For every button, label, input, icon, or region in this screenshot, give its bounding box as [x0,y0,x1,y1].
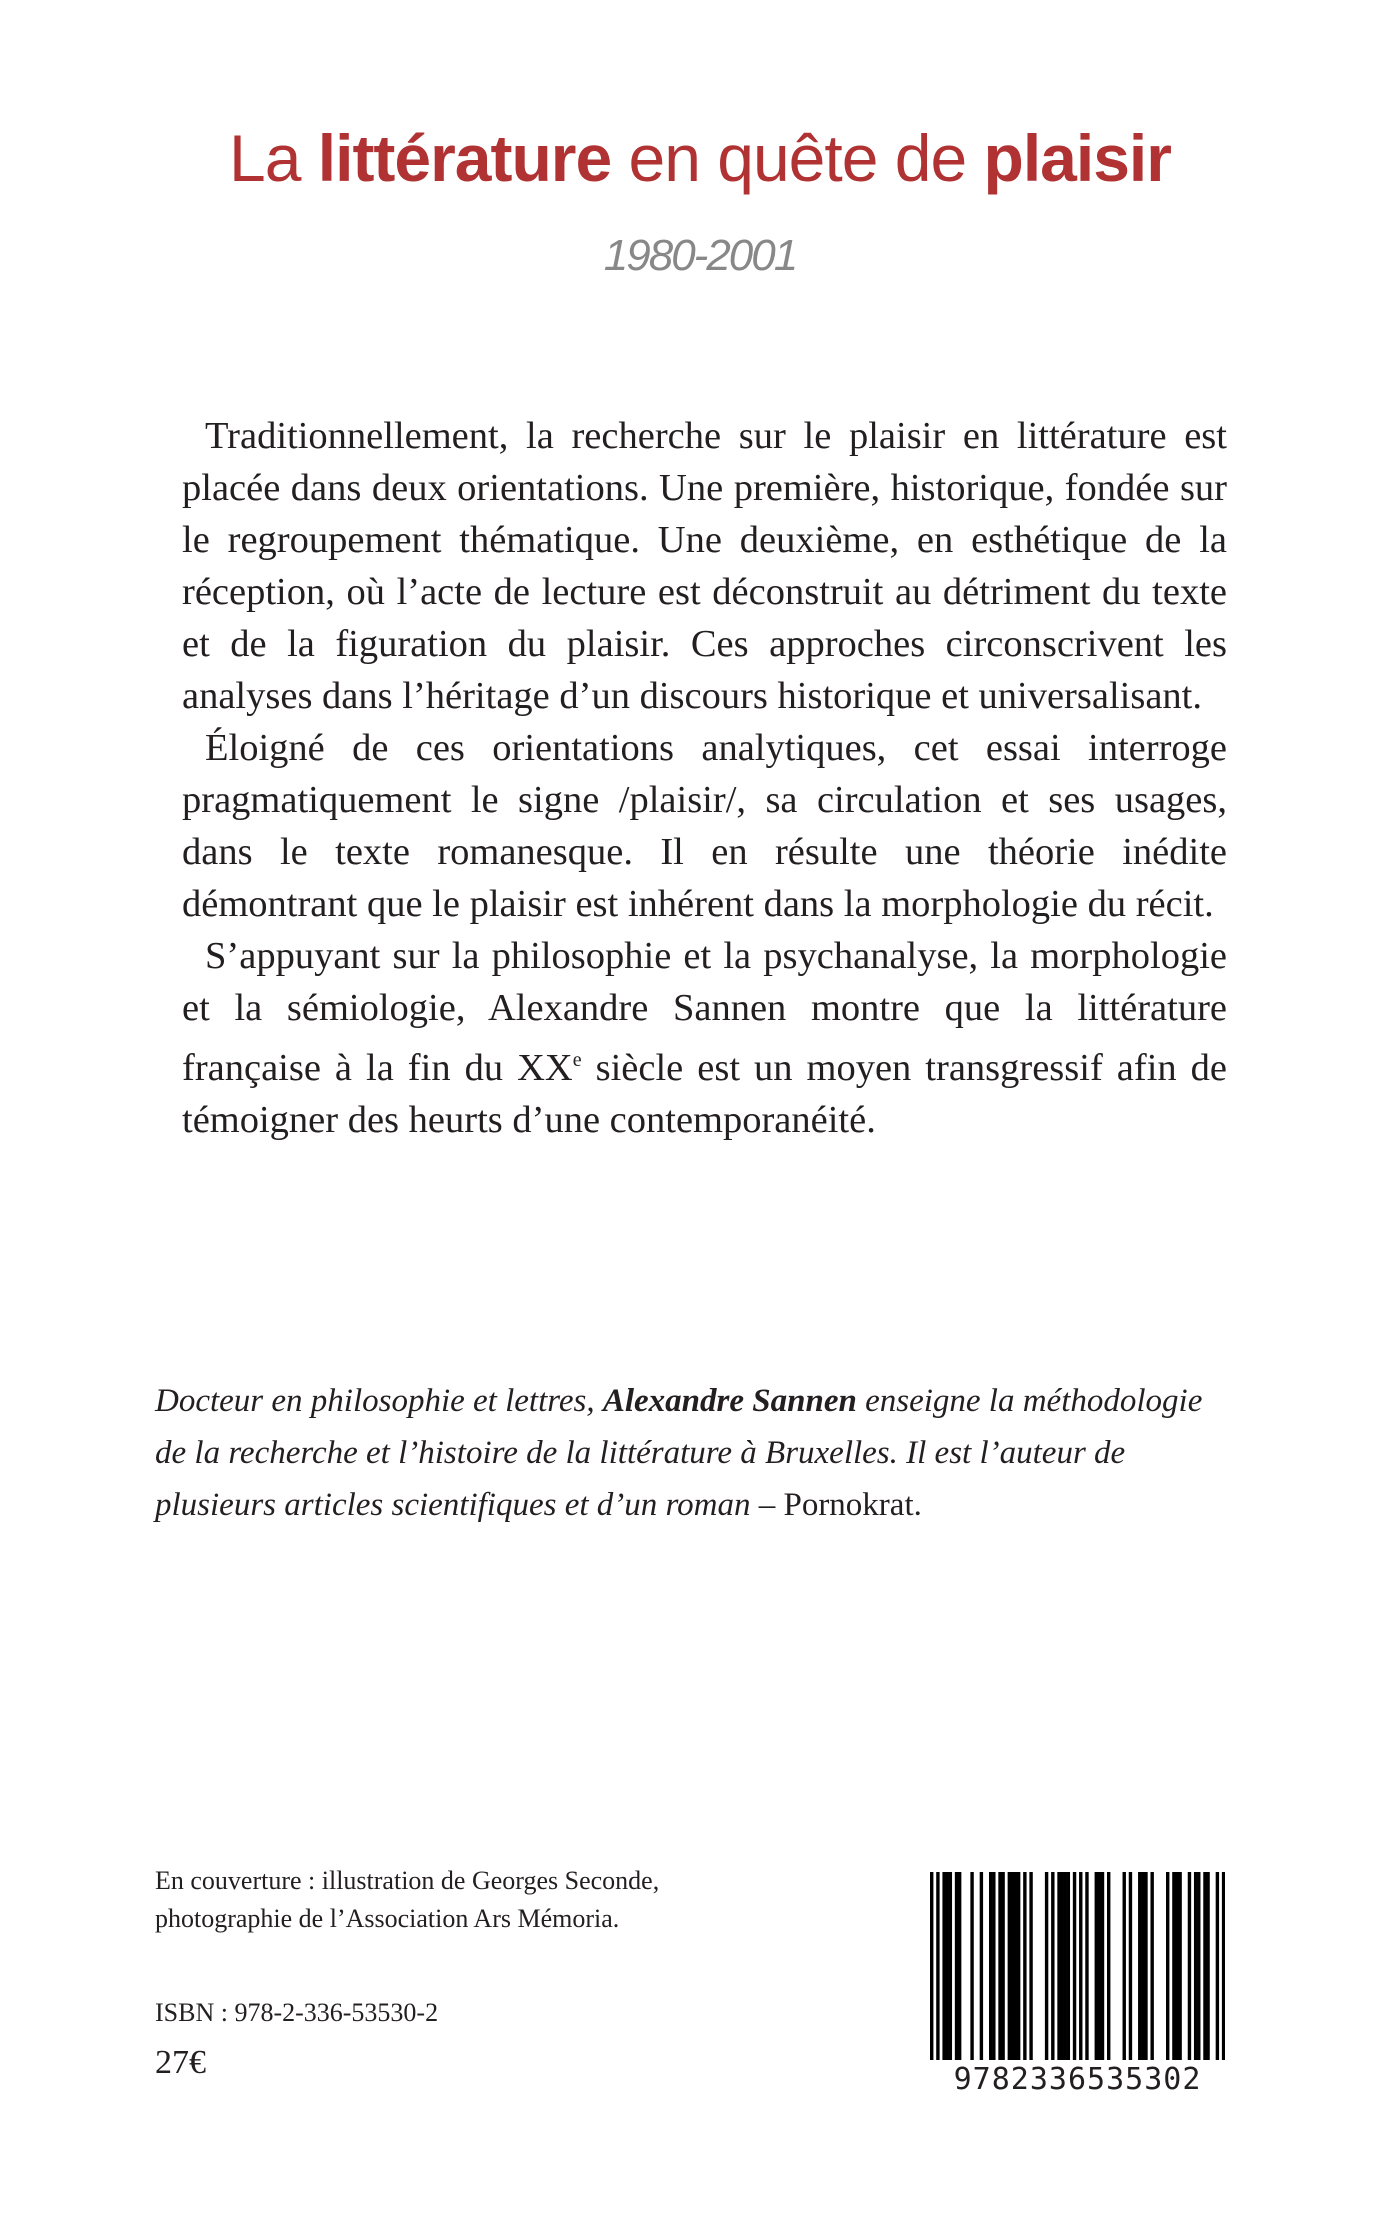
barcode-bar [955,1872,958,2060]
barcode-bar [980,1872,983,2060]
barcode-bar [958,1872,961,2060]
title-years: 1980-2001 [603,231,797,280]
barcode-bar [1129,1872,1132,2060]
price: 27€ [155,2044,206,2081]
bio-intro: Docteur en philosophie et lettres, [155,1383,603,1419]
barcode-bar [1029,1872,1032,2060]
barcode-digits: 9782336535302 [953,2062,1202,2097]
barcode-bar [1107,1872,1110,2060]
barcode-bar [1197,1872,1200,2060]
barcode-bar [1188,1872,1191,2060]
bio-author-name: Alexandre Sannen [602,1383,857,1419]
summary-paragraph-3-end: siècle est un moyen transgressif afin de témoigner des heurts d’une contemporanéité. [182,1046,1227,1141]
barcode-bar [992,1872,995,2060]
barcode-bar [1216,1872,1219,2060]
barcode-bar [946,1872,949,2060]
credits-line-1: En couverture : illustration de Georges Seconde, [155,1866,660,1895]
barcode-bar [1095,1872,1098,2060]
barcode-bar [1206,1872,1209,2060]
barcode-bars [930,1872,1225,2062]
barcode-bar [1194,1872,1197,2060]
summary-text [182,410,1227,1146]
barcode-bar [1144,1872,1147,2060]
barcode-bar [989,1872,992,2060]
barcode-bar [1138,1872,1141,2060]
barcode-bar [936,1872,939,2060]
barcode-bar [949,1872,952,2060]
title-part-en-quete-de: en quête de [611,121,984,195]
barcode-bar [1178,1872,1181,2060]
barcode-bar [1017,1872,1020,2060]
isbn: ISBN : 978-2-336-53530-2 [155,1998,439,2027]
barcode-bar [942,1872,945,2060]
barcode-bar [1060,1872,1063,2060]
barcode [930,1872,1225,2104]
barcode-bar [1101,1872,1104,2060]
barcode-bar [1123,1872,1126,2060]
title-part-la: La [229,121,318,195]
book-title [0,118,1400,198]
barcode-bar [1008,1872,1011,2060]
summary-paragraph-3 [182,930,1227,1146]
bio-rest: enseigne la méthodologie de la recherche et l’histoire de la littérature à Bruxelles. Il est l’auteur de plusieurs articles scientifiques et d’un roman [155,1383,1203,1523]
bio-novel-title: Pornokrat. [783,1487,922,1523]
barcode-bar [1098,1872,1101,2060]
barcode-bar [1166,1872,1169,2060]
barcode-bar [1203,1872,1206,2060]
barcode-bar [1014,1872,1017,2060]
barcode-bar [1057,1872,1060,2060]
author-bio [155,1375,1230,1531]
barcode-bar [930,1872,933,2060]
title-part-litterature: littérature [317,121,612,195]
barcode-bar [998,1872,1001,2060]
barcode-bar [1011,1872,1014,2060]
barcode-bar [1150,1872,1153,2060]
barcode-bar [1073,1872,1076,2060]
barcode-bar [1023,1872,1026,2060]
barcode-bar [1045,1872,1048,2060]
barcode-bar [1172,1872,1175,2060]
barcode-bar [1175,1872,1178,2060]
summary-paragraph-3-start: S’appuyant sur la philosophie et la psychanalyse, la morphologie et la sémiologie, Alexandre Sannen montre que la littérature française à la fin du XX [182,935,1227,1089]
cover-credits [155,1862,775,1938]
credits-line-2: photographie de l’Association Ars Mémoria. [155,1904,620,1933]
barcode-bar [1079,1872,1082,2060]
barcode-bar [1051,1872,1054,2060]
bio-dash: – [750,1487,784,1523]
barcode-bar [970,1872,973,2060]
barcode-bar [1067,1872,1070,2060]
barcode-bar [1001,1872,1004,2060]
summary-paragraph-2: Éloigné de ces orientations analytiques, cet essai interroge pragmatiquement le signe /plaisir/, sa circulation et ses usages, dans le texte romanesque. Il en résulte une théorie inédite démontrant que le plaisir est inhérent dans la morphologie du récit. [182,727,1227,925]
barcode-bar [1222,1872,1225,2060]
century-superscript: e [572,1049,582,1071]
barcode-bar [1085,1872,1088,2060]
summary-paragraph-1: Traditionnellement, la recherche sur le plaisir en littérature est placée dans deux orientations. Une première, historique, fondée sur le regroupement thématique. Une deuxième, en esthétique de la réception, où l’acte de lecture est déconstruit au détriment du texte et de la figuration du plaisir. Ces approches circonscrivent les analyses dans l’héritage d’un discours historique et universalisant. [182,415,1227,717]
barcode-bar [1064,1872,1067,2060]
barcode-bar [1141,1872,1144,2060]
title-part-plaisir: plaisir [983,121,1171,195]
